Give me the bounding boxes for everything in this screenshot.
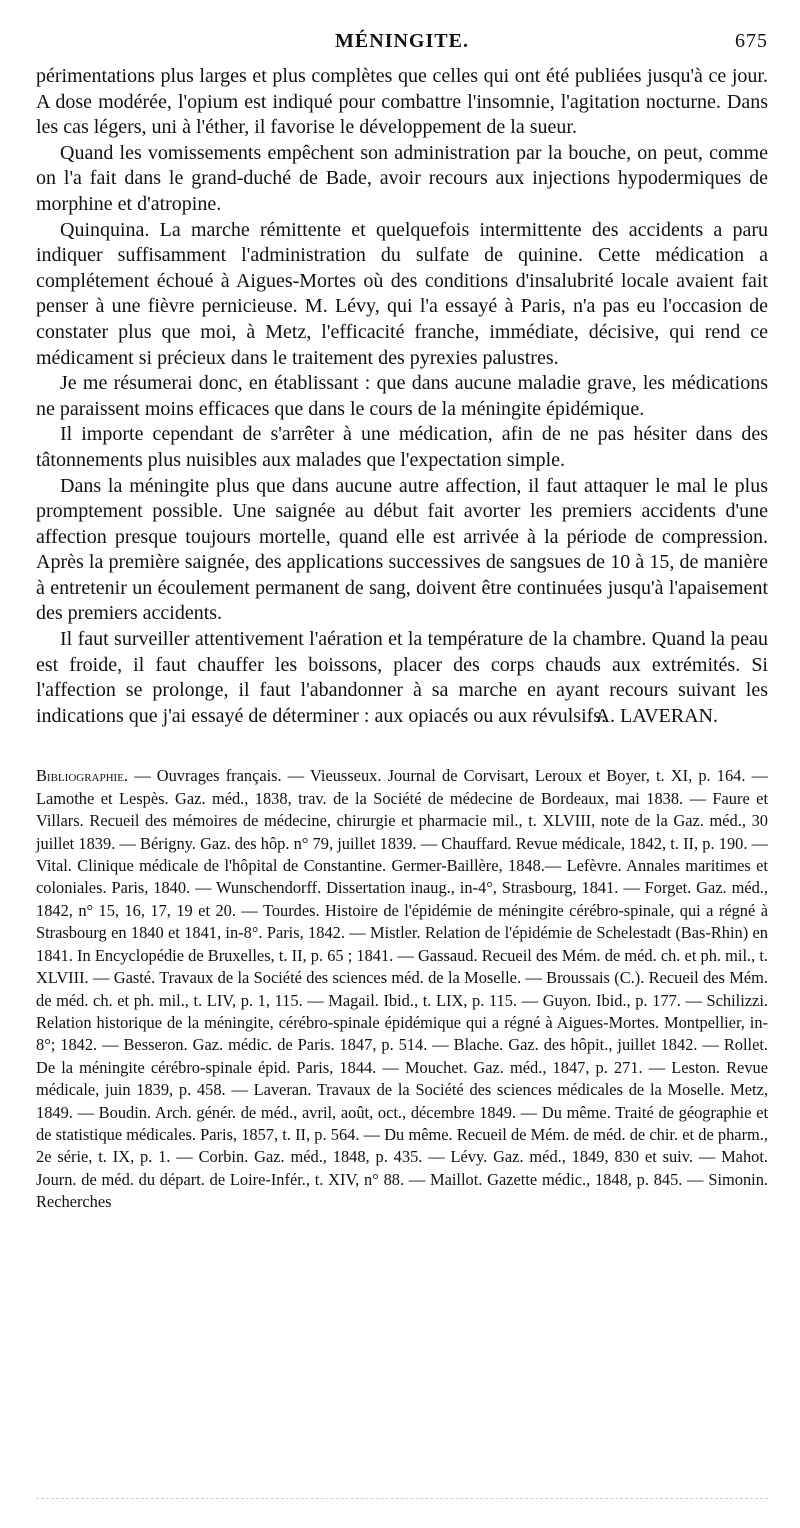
paragraph-1: périmentations plus larges et plus complètes que celles qui ont été publiées jusqu'à ce jour. A dose modérée, l'opium est indiqué pour combattre l'insomnie, l'agitation nocturne. Dans les cas légers, uni à l'éther, il favorise le développement de la sueur. [36, 65, 768, 139]
bibliography-heading: Bibliographie. [36, 766, 129, 786]
running-head [36, 30, 768, 60]
paragraph-4: Je me résumerai donc, en établissant : que dans aucune maladie grave, les médications ne paraissent moins efficaces que dans le cours de la méningite épidémique. [36, 372, 768, 420]
running-title: MÉNINGITE. [335, 30, 469, 52]
bottom-rule [36, 1498, 768, 1499]
book-page [36, 30, 768, 1214]
paragraph-2: Quand les vomissements empêchent son administration par la bouche, on peut, comme on l'a fait dans le grand-duché de Bade, avoir recours aux injections hypodermiques de morphine et d'atropine. [36, 141, 768, 215]
author-name: A. LAVERAN. [595, 704, 718, 727]
paragraph-6: Dans la méningite plus que dans aucune autre affection, il faut attaquer le mal le plus promptement possible. Une saignée au début fait avorter les premiers accidents d'une affection presque toujours mortelle, quand elle est arrivée à la période de compression. Après la première saignée, des applications successives de sangsues de 10 à 15, de manière à entretenir un écoulement permanent de sang, doivent être continuées jusqu'à l'apaisement des premiers accidents. [36, 474, 768, 625]
bibliography [36, 765, 768, 1213]
paragraph-3: Quinquina. La marche rémittente et quelquefois intermittente des accidents a paru indiquer suffisamment l'administration du sulfate de quinine. Cette médication a complétement échoué à Aigues-Mortes où des conditions d'insalubrité locale avaient fait penser à une fièvre pernicieuse. M. Lévy, qui l'a essayé à Paris, n'a pas eu l'occasion de constater plus que moi, à Metz, l'efficacité franche, immédiate, décisive, qui rend ce médicament si précieux dans le traitement des pyrexies palustres. [36, 218, 768, 369]
paragraph-7: Il faut surveiller attentivement l'aération et la température de la chambre. Quand la peau est froide, il faut chauffer les boissons, placer des corps chauds aux extrémités. Si l'affection se prolonge, il faut l'abandonner à sa marche en ayant recours suivant les indications que j'ai essayé de déterminer : aux opiacés ou aux révulsifs. [36, 628, 768, 727]
body-text [36, 64, 768, 729]
page-number: 675 [735, 30, 768, 52]
bibliography-text: — Ouvrages français. — Vieusseux. Journal de Corvisart, Leroux et Boyer, t. XI, p. 164. — Lamothe et Lespès. Gaz. méd., 1838, trav. de la Société de médecine de Bordeaux, mai 1838. — Faure et Villars. Recueil des mémoires de médecine, chirurgie et pharmacie mil., t. XLVIII, note de la Gaz. méd., 30 juillet 1839. — Bérigny. Gaz. des hôp. n° 79, juillet 1839. — Chauffard. Revue médicale, 1842, t. II, p. 190. — Vital. Clinique médicale de l'hôpital de Constantine. Germer-Baillère, 1848.— Lefèvre. Annales maritimes et coloniales. Paris, 1840. — Wunschendorff. Dissertation inaug., in-4°, Strasbourg, 1841. — Forget. Gaz. méd., 1842, n° 15, 16, 17, 19 et 20. — Tourdes. Histoire de l'épidémie de méningite cérébro-spinale, qui a régné à Strasbourg en 1840 et 1841, in-8°. Paris, 1842. — Mistler. Relation de l'épidémie de Schelestadt (Bas-Rhin) en 1841. In Encyclopédie de Bruxelles, t. II, p. 65 ; 1841. — Gassaud. Recueil des Mém. de méd. ch. et ph. mil., t. XLVIII. — Gasté. Travaux de la Société des sciences méd. de la Moselle. — Broussais (C.). Recueil des Mém. de méd. ch. et ph. mil., t. LIV, p. 1, 115. — Magail. Ibid., t. LIX, p. 115. — Guyon. Ibid., p. 177. — Schilizzi. Relation historique de la méningite, cérébro-spinale épidémique qui a régné à Aigues-Mortes. Montpellier, in-8°; 1842. — Besseron. Gaz. médic. de Paris. 1847, p. 514. — Blache. Gaz. des hôpit., juillet 1842. — Rollet. De la méningite cérébro-spinale épid. Paris, 1844. — Mouchet. Gaz. méd., 1847, p. 271. — Leston. Revue médicale, juin 1839, p. 458. — Laveran. Travaux de la Société des sciences médicales de la Moselle. Metz, 1849. — Boudin. Arch. génér. de méd., avril, août, oct., décembre 1849. — Du même. Traité de géographie et de statistique médicales. Paris, 1857, t. II, p. 564. — Du même. Recueil de Mém. de méd. de chir. et de pharm., 2e série, t. IX, p. 1. — Corbin. Gaz. méd., 1848, p. 435. — Lévy. Gaz. méd., 1849, 830 et suiv. — Mahot. Journ. de méd. du départ. de Loire-Infér., t. XIV, n° 88. — Maillot. Gazette médic., 1848, p. 845. — Simonin. Recherches [36, 766, 768, 1212]
paragraph-5: Il importe cependant de s'arrêter à une médication, afin de ne pas hésiter dans des tâtonnements plus nuisibles aux malades que l'expectation simple. [36, 423, 768, 471]
